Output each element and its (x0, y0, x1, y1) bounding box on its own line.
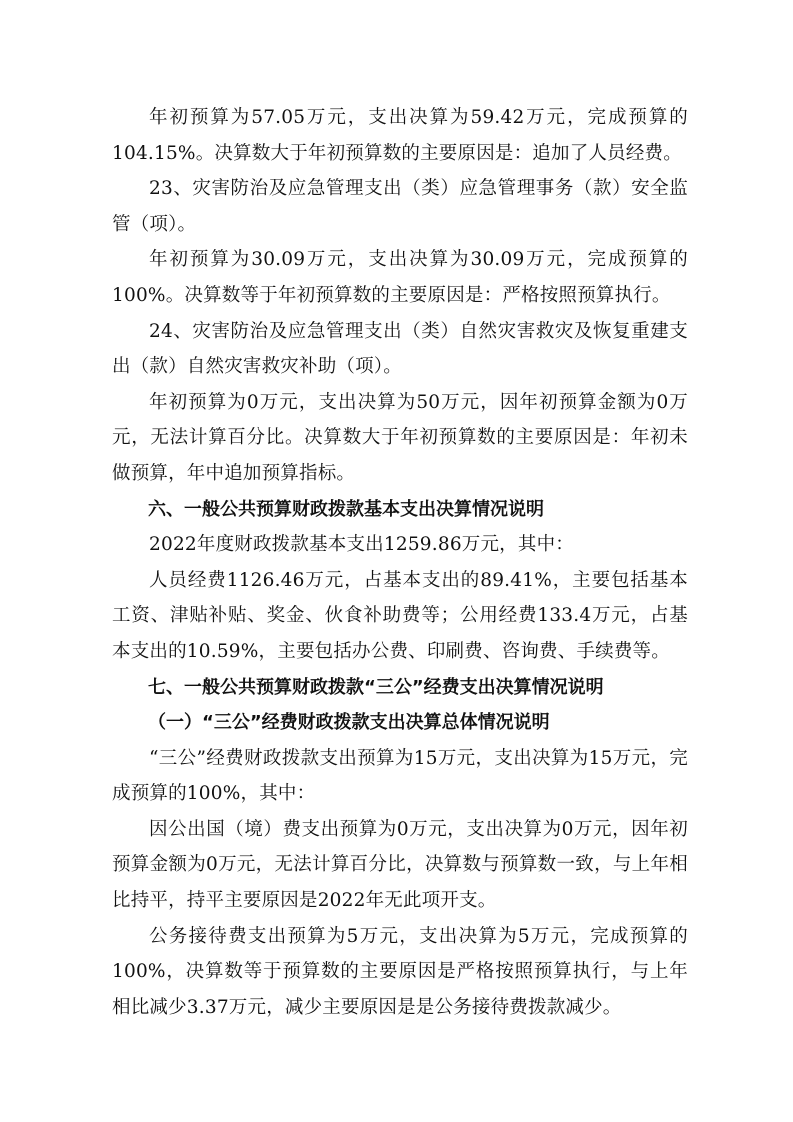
paragraph-budget-30: 年初预算为30.09万元，支出决算为30.09万元，完成预算的100%。决算数等于年初预算数的主要原因是：严格按照预算执行。 (112, 249, 688, 306)
paragraph-item-24: 24、灾害防治及应急管理支出（类）自然灾害救灾及恢复重建支出（款）自然灾害救灾补助（项）。 (112, 320, 688, 378)
paragraph-reception-expense: 公务接待费支出预算为5万元，支出决算为5万元，完成预算的100%，决算数等于预算数的主要原因是严格按照预算执行，与上年相比减少3.37万元，减少主要原因是是公务接待费拨款减少。 (112, 925, 688, 1018)
paragraph-personnel-expense: 人员经费1126.46万元，占基本支出的89.41%，主要包括基本工资、津贴补贴、奖金、伙食补助费等；公用经费133.4万元，占基本支出的10.59%，主要包括办公费、印刷费、咨询费、手续费等。 (112, 569, 688, 662)
paragraph-budget-57: 年初预算为57.05万元，支出决算为59.42万元，完成预算的104.15%。决算数大于年初预算数的主要原因是：追加了人员经费。 (112, 107, 688, 164)
paragraph-item-23: 23、灾害防治及应急管理支出（类）应急管理事务（款）安全监管（项）。 (112, 178, 688, 235)
section-heading-seven: 七、一般公共预算财政拨款“三公”经费支出决算情况说明 (148, 676, 604, 698)
subsection-heading-one: （一）“三公”经费财政拨款支出决算总体情况说明 (148, 712, 550, 734)
document-page (112, 100, 688, 1025)
paragraph-budget-0: 年初预算为0万元，支出决算为50万元，因年初预算金额为0万元，无法计算百分比。决算数大于年初预算数的主要原因是：年初未做预算，年中追加预算指标。 (112, 391, 688, 484)
section-heading-six: 六、一般公共预算财政拨款基本支出决算情况说明 (148, 498, 544, 520)
paragraph-overseas-expense: 因公出国（境）费支出预算为0万元，支出决算为0万元，因年初预算金额为0万元，无法计算百分比，决算数与预算数一致，与上年相比持平，持平主要原因是2022年无此项开支。 (112, 818, 688, 912)
paragraph-basic-expense-total: 2022年度财政拨款基本支出1259.86万元，其中： (149, 534, 574, 556)
paragraph-three-public-budget: “三公”经费财政拨款支出预算为15万元，支出决算为15万元，完成预算的100%，其中： (112, 747, 688, 805)
